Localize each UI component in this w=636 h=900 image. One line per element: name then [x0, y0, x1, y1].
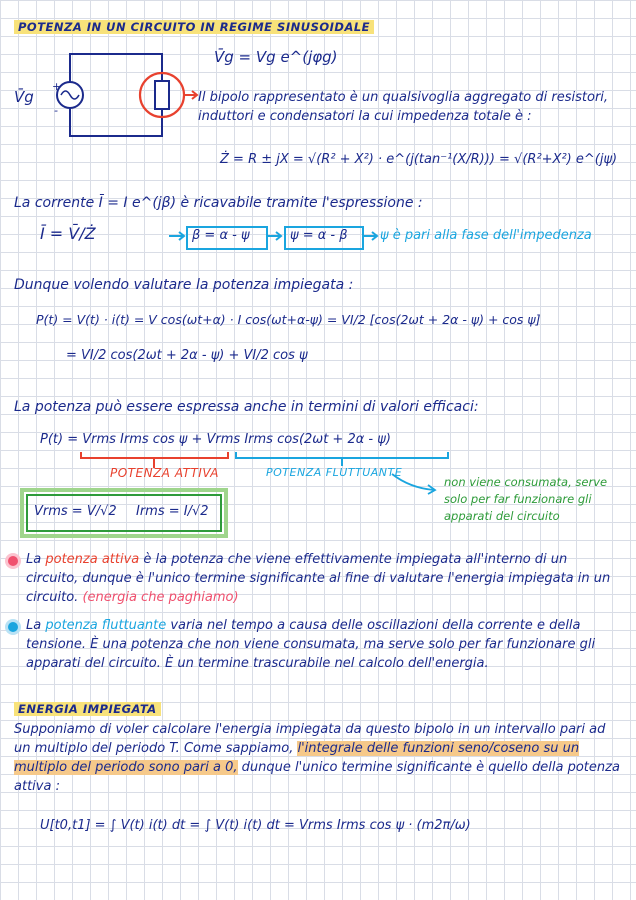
energy-formula: U[t0,t1] = ∫ V(t) i(t) dt = ∫ V(t) i(t) dt = Vrms Irms cos ψ · (m2π/ω) [40, 818, 471, 833]
arrow-right-icon [265, 230, 283, 242]
integral-highlight: l'integrale delle funzioni seno/coseno su un multiplo del periodo sono pari a 0, [14, 741, 580, 775]
bullet-fluctuating: La potenza fluttuante varia nel tempo a causa delle oscillazioni della corrente e della tensione. È una potenza che non viene consumata, ma serve solo per far funzionare gli apparati del circuito. È un termine trascurabile nel calcolo dell'energia. [26, 618, 596, 671]
psi-equation: ψ = α - β [290, 228, 348, 243]
minus-sign: - [54, 104, 58, 117]
effective-intro: La potenza può essere espressa anche in termini di valori efficaci: [14, 399, 479, 415]
page-title: POTENZA IN UN CIRCUITO IN REGIME SINUSOIDALE [14, 20, 374, 34]
arrow-icon [390, 468, 440, 498]
fluctuating-bracket [236, 452, 448, 458]
fluctuating-power-key: potenza fluttuante [45, 618, 167, 633]
energy-paid-note: (energia che paghiamo) [82, 590, 239, 605]
phasor-equation: V̄g = Vg e^(jφg) [214, 48, 338, 66]
bullet-dot [8, 622, 18, 632]
phase-note: ψ è pari alla fase dell'impedenza [380, 228, 592, 243]
current-intro: La corrente Ī = I e^(jβ) è ricavabile tramite l'espressione : [14, 195, 423, 211]
current-formula: Ī = V̄/Ż [40, 224, 96, 243]
bullet-dot [8, 556, 18, 566]
impedance-symbol [155, 81, 169, 109]
impedance-formula: Ż = R ± jX = √(R² + X²) · e^(j(tan⁻¹(X/R))) = √(R²+X²) e^(jψ) [220, 152, 618, 167]
irms-formula: Irms = I/√2 [136, 504, 209, 519]
power-equation-1: P(t) = V(t) · i(t) = V cos(ωt+α) · I cos(ωt+α-ψ) = VI/2 [cos(2ωt + 2α - ψ) + cos ψ] [36, 312, 541, 327]
arrow-right-icon [361, 230, 379, 242]
beta-equation: β = α - ψ [192, 228, 250, 243]
effective-formula: P(t) = Vrms Irms cos ψ + Vrms Irms cos(2ωt + 2α - ψ) [40, 432, 391, 447]
fluctuating-note: non viene consumata, serve solo per far funzionare gli apparati del circuito [444, 475, 608, 523]
energy-heading: ENERGIA IMPIEGATA [14, 702, 161, 716]
vrms-formula: Vrms = V/√2 [34, 504, 117, 519]
power-intro: Dunque volendo valutare la potenza impiegata : [14, 277, 354, 293]
active-power-label: POTENZA ATTIVA [110, 466, 219, 480]
bullet-active: La potenza attiva è la potenza che viene effettivamente impiegata all'interno di un circuito, dunque è l'unico termine significante al fine di valutare l'energia impiegata in un circuito. (energia che paghiamo) [26, 552, 611, 605]
plus-sign: + [52, 80, 62, 93]
active-power-key: potenza attiva [45, 552, 140, 567]
energy-text: Supponiamo di voler calcolare l'energia impiegata da questo bipolo in un intervallo pari ad un multiplo del periodo T. Come sappiamo, l'integrale delle funzioni seno/coseno su un multiplo del periodo sono pari a 0, dunque l'unico termine significante è quello della potenza attiva : [14, 722, 620, 794]
impedance-description: Il bipolo rappresentato è un qualsivoglia aggregato di resistori, induttori e condensatori la cui impedenza totale è : [198, 90, 609, 124]
arrow-right-icon [168, 230, 186, 242]
fluctuating-power-label: POTENZA FLUTTUANTE [266, 466, 403, 479]
circuit-diagram [30, 48, 200, 144]
active-bracket [81, 452, 228, 458]
power-equation-2: = VI/2 cos(2ωt + 2α - ψ) + VI/2 cos ψ [66, 348, 308, 363]
source-label: V̄g [14, 88, 34, 106]
